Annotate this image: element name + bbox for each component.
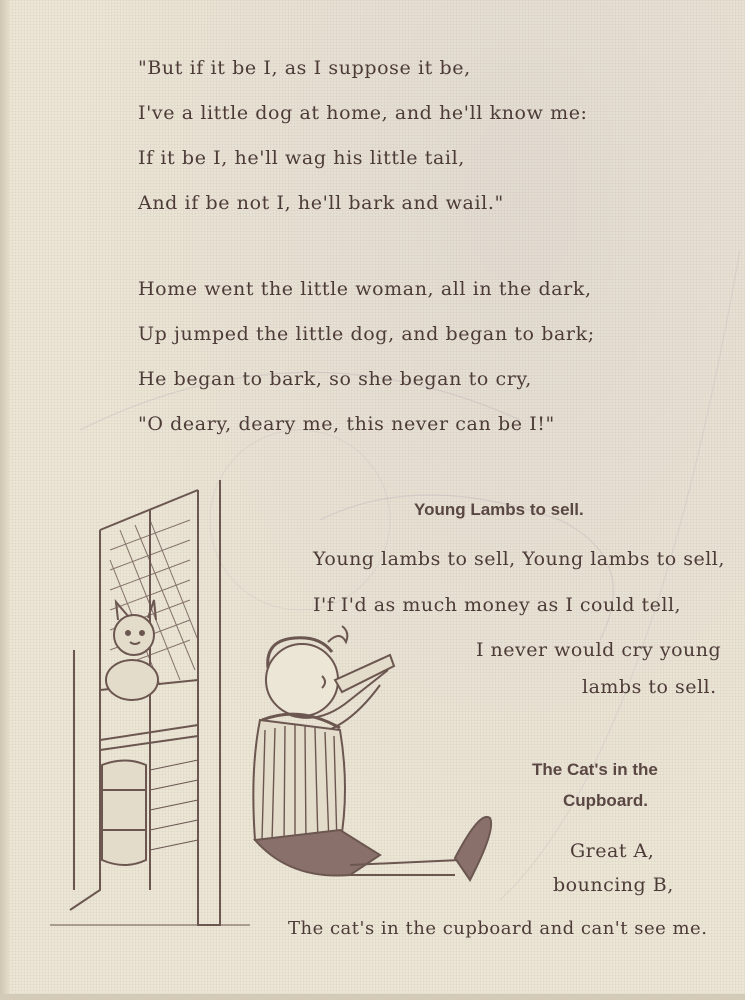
lambs-line: lambs to sell. — [582, 676, 717, 698]
lambs-title: Young Lambs to sell. — [414, 500, 584, 519]
cat-title-line-2: Cupboard. — [563, 791, 648, 810]
poem-line: I've a little dog at home, and he'll know me: — [138, 102, 588, 124]
lambs-line: I'f I'd as much money as I could tell, — [313, 594, 682, 616]
book-edge-bottom — [0, 994, 745, 1000]
poem-line: "But if it be I, as I suppose it be, — [138, 57, 471, 79]
book-edge-left — [0, 0, 10, 1000]
lambs-line: Young lambs to sell, Young lambs to sell, — [313, 548, 725, 570]
poem-line: He began to bark, so she began to cry, — [138, 368, 532, 390]
cat-line: Great A, — [570, 840, 655, 862]
lambs-line: I never would cry young — [476, 639, 722, 661]
poem-line: Up jumped the little dog, and began to bark; — [138, 323, 595, 345]
child-and-cat-illustration-icon — [50, 470, 520, 940]
cat-title-line-1: The Cat's in the — [532, 760, 658, 779]
poem-line: Home went the little woman, all in the dark, — [138, 278, 592, 300]
poem-line: And if be not I, he'll bark and wail." — [138, 192, 504, 214]
poem-line: If it be I, he'll wag his little tail, — [138, 147, 465, 169]
poem-line: "O deary, deary me, this never can be I!" — [138, 413, 555, 435]
cat-line: The cat's in the cupboard and can't see me. — [288, 918, 708, 939]
cat-line: bouncing B, — [553, 874, 674, 896]
